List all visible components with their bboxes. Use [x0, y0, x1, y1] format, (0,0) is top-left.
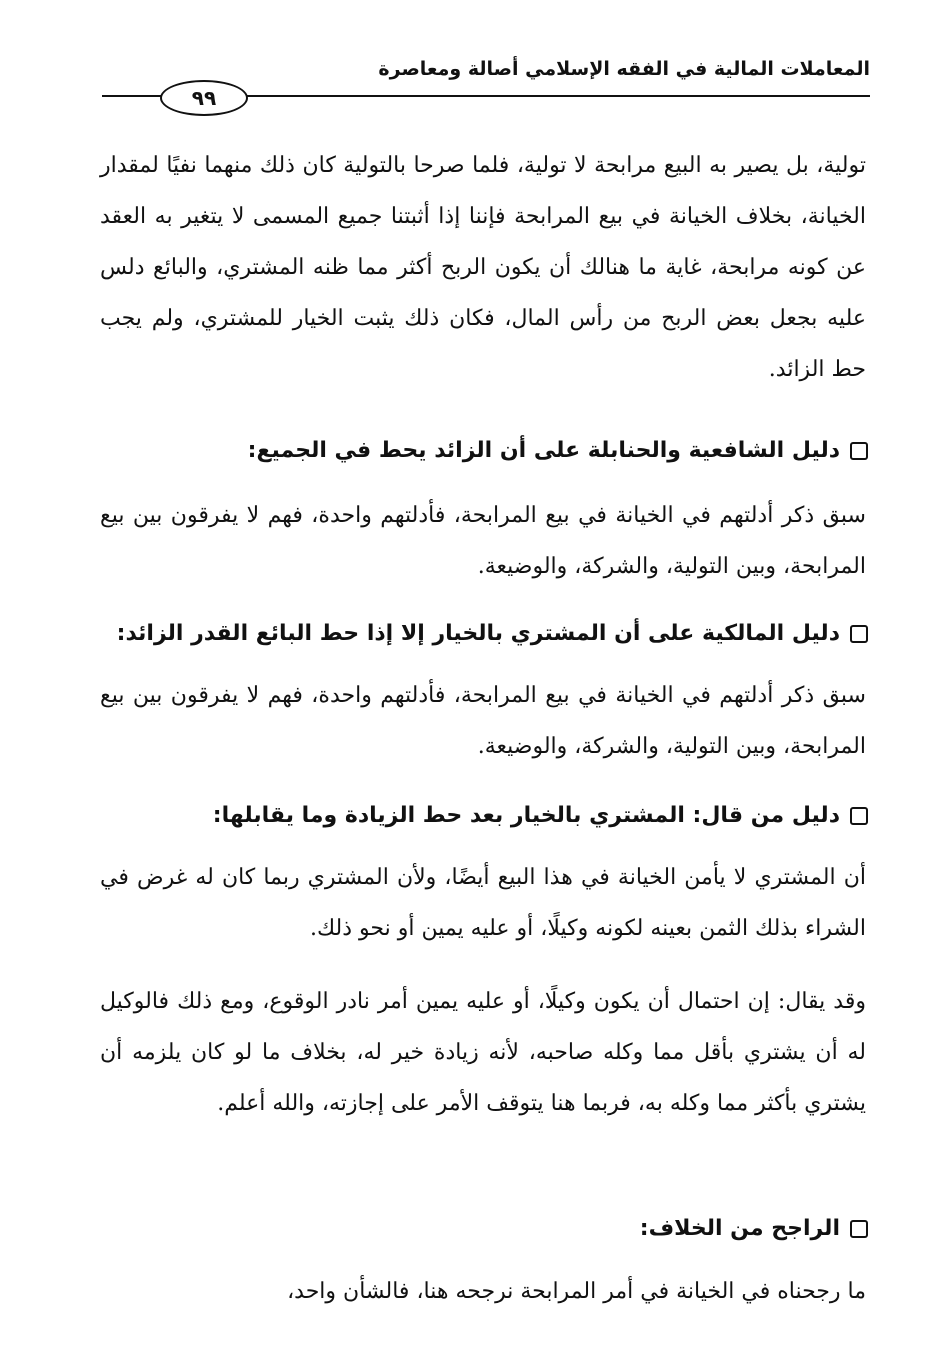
section-heading-maliki — [117, 621, 868, 646]
square-bullet-icon — [850, 625, 868, 643]
paragraph-shafii-evidence: سبق ذكر أدلتهم في الخيانة في بيع المرابحة، فأدلتهم واحدة، فهم لا يفرقون بين بيع المرابحة، وبين التولية، والشركة، والوضيعة. — [100, 503, 866, 579]
paragraph-maliki-evidence: سبق ذكر أدلتهم في الخيانة في بيع المرابحة، فأدلتهم واحدة، فهم لا يفرقون بين بيع المرابحة، وبين التولية، والشركة، والوضيعة. — [100, 683, 866, 759]
paragraph-block — [100, 852, 866, 954]
section-heading-preferred-view — [640, 1216, 868, 1241]
page-number: ٩٩ — [191, 86, 217, 110]
section-heading-option-after-reduction — [213, 803, 868, 828]
paragraph-block — [100, 1266, 866, 1317]
section-heading-shafii-hanbali — [248, 438, 868, 463]
paragraph-block — [100, 140, 866, 395]
square-bullet-icon — [850, 807, 868, 825]
paragraph-block — [100, 490, 866, 592]
section-heading-text: دليل من قال: المشتري بالخيار بعد حط الزيادة وما يقابلها: — [212, 803, 840, 828]
paragraph-preferred: ما رجحناه في الخيانة في أمر المرابحة نرجحه هنا، فالشأن واحد، — [287, 1279, 866, 1304]
section-heading-text: دليل الشافعية والحنابلة على أن الزائد يحط في الجميع: — [247, 438, 840, 463]
square-bullet-icon — [850, 1220, 868, 1238]
running-header-title: المعاملات المالية في الفقه الإسلامي أصالة ومعاصرة — [378, 58, 870, 80]
page-number-badge — [160, 80, 248, 116]
paragraph-block — [100, 670, 866, 772]
paragraph-block — [100, 976, 866, 1129]
paragraph-objection: وقد يقال: إن احتمال أن يكون وكيلًا، أو عليه يمين أمر نادر الوقوع، ومع ذلك فالوكيل له أن يشتري بأقل مما وكله صاحبه، لأنه زيادة خير له، بخلاف ما لو كان يلزمه أن يشتري بأكثر مما وكله به، فربما هنا يتوقف الأمر على إجازته، والله أعلم. — [100, 989, 866, 1116]
paragraph-buyer-not-safe: أن المشتري لا يأمن الخيانة في هذا البيع أيضًا، ولأن المشتري ربما كان له غرض في الشراء بذلك الثمن بعينه لكونه وكيلًا، أو عليه يمين أو نحو ذلك. — [100, 865, 866, 941]
section-heading-text: دليل المالكية على أن المشتري بالخيار إلا إذا حط البائع القدر الزائد: — [116, 621, 840, 646]
square-bullet-icon — [850, 442, 868, 460]
section-heading-text: الراجح من الخلاف: — [639, 1216, 840, 1241]
paragraph-tawliya: تولية، بل يصير به البيع مرابحة لا تولية، فلما صرحا بالتولية كان ذلك منهما نفيًا لمقدار الخيانة، بخلاف الخيانة في بيع المرابحة فإننا إذا أثبتنا جميع المسمى لا يتغير به العقد عن كونه مرابحة، غاية ما هنالك أن يكون الربح أكثر مما ظنه المشتري، والبائع دلس عليه بجعل بعض الربح من رأس المال، فكان ذلك يثبت الخيار للمشتري، ولم يجب حط الزائد. — [100, 153, 866, 382]
